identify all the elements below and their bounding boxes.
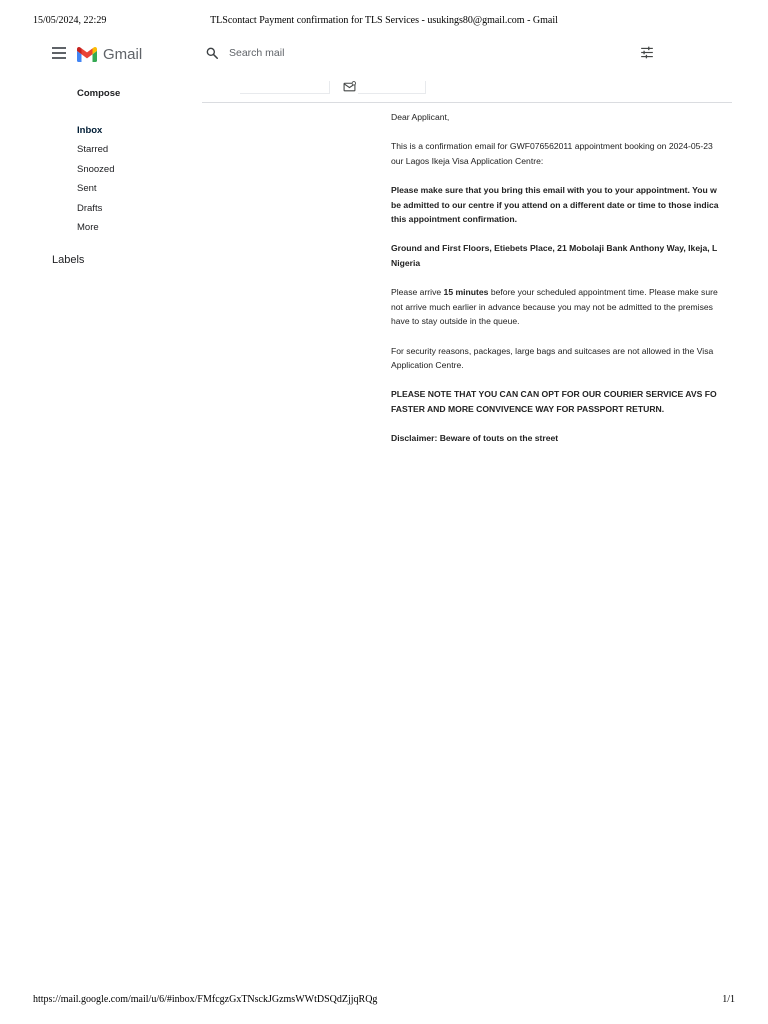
disclaimer: Disclaimer: Beware of touts on the street — [391, 433, 559, 444]
email-text: before your scheduled appointment time. Please make sure — [488, 287, 718, 298]
message-divider — [202, 102, 732, 103]
app-name: Gmail — [103, 45, 143, 63]
arrival-time: 15 minutes — [443, 287, 489, 298]
sidebar-item-sent[interactable]: Sent — [77, 183, 97, 194]
labels-heading: Labels — [52, 254, 85, 266]
search-options-icon[interactable] — [640, 46, 654, 59]
email-line: This is a confirmation email for GWF076562011 appointment booking on 2024-05-23 — [391, 141, 713, 152]
print-page-title: TLScontact Payment confirmation for TLS Services - usukings80@gmail.com - Gmail — [210, 15, 558, 26]
email-paragraph — [391, 139, 733, 168]
sidebar-item-inbox[interactable]: Inbox — [77, 125, 103, 136]
email-greeting: Dear Applicant, — [391, 112, 450, 122]
search-icon[interactable] — [205, 46, 219, 60]
gmail-m-icon — [77, 47, 97, 62]
email-paragraph — [391, 344, 733, 373]
compose-button[interactable]: Compose — [77, 88, 121, 99]
email-line: Ground and First Floors, Etiebets Place, 21 Mobolaji Bank Anthony Way, Ikeja, L — [391, 243, 718, 254]
toolbar-separator — [329, 81, 330, 94]
email-paragraph — [391, 285, 733, 329]
print-url: https://mail.google.com/mail/u/6/#inbox/FMfcgzGxTNsckJGzmsWWtDSQdZjjqRQg — [33, 994, 378, 1005]
toolbar-separator — [425, 81, 426, 94]
email-text: Please arrive — [391, 287, 444, 298]
email-line: not arrive much earlier in advance because you may not be admitted to the premises — [391, 301, 713, 312]
sidebar-item-more[interactable]: More — [77, 222, 99, 233]
gmail-logo[interactable] — [77, 44, 142, 64]
email-line: Please make sure that you bring this email with you to your appointment. You w — [391, 184, 717, 195]
email-line: Nigeria — [391, 257, 421, 268]
centre-address — [391, 241, 733, 270]
email-line: our Lagos Ikeja Visa Application Centre: — [391, 155, 544, 166]
toolbar-divider — [358, 93, 426, 94]
sidebar-item-starred[interactable]: Starred — [77, 144, 109, 155]
search-input[interactable] — [227, 46, 611, 60]
email-line: For security reasons, packages, large bags and suitcases are not allowed in the Visa — [391, 345, 714, 356]
toolbar-divider — [240, 93, 330, 94]
sidebar-item-snoozed[interactable]: Snoozed — [77, 164, 115, 175]
email-line: be admitted to our centre if you attend on a different date or time to those indica — [391, 199, 719, 210]
print-header — [0, 15, 768, 31]
search-bar[interactable] — [205, 44, 665, 62]
email-line: this appointment confirmation. — [391, 214, 518, 225]
main-menu-icon[interactable] — [52, 47, 66, 59]
email-notice — [391, 183, 733, 227]
courier-notice — [391, 387, 733, 416]
email-line: PLEASE NOTE THAT YOU CAN CAN OPT FOR OUR COURIER SERVICE AVS FO — [391, 389, 717, 400]
email-line: FASTER AND MORE CONVIVENCE WAY FOR PASSPORT RETURN. — [391, 403, 665, 414]
print-footer — [0, 994, 768, 1010]
email-line: Application Centre. — [391, 360, 464, 371]
mark-unread-icon[interactable] — [343, 81, 356, 92]
email-line: have to stay outside in the queue. — [391, 316, 520, 327]
email-body — [391, 110, 733, 460]
print-datetime: 15/05/2024, 22:29 — [33, 15, 107, 26]
print-page-number: 1/1 — [722, 994, 735, 1005]
sidebar-item-drafts[interactable]: Drafts — [77, 203, 103, 214]
